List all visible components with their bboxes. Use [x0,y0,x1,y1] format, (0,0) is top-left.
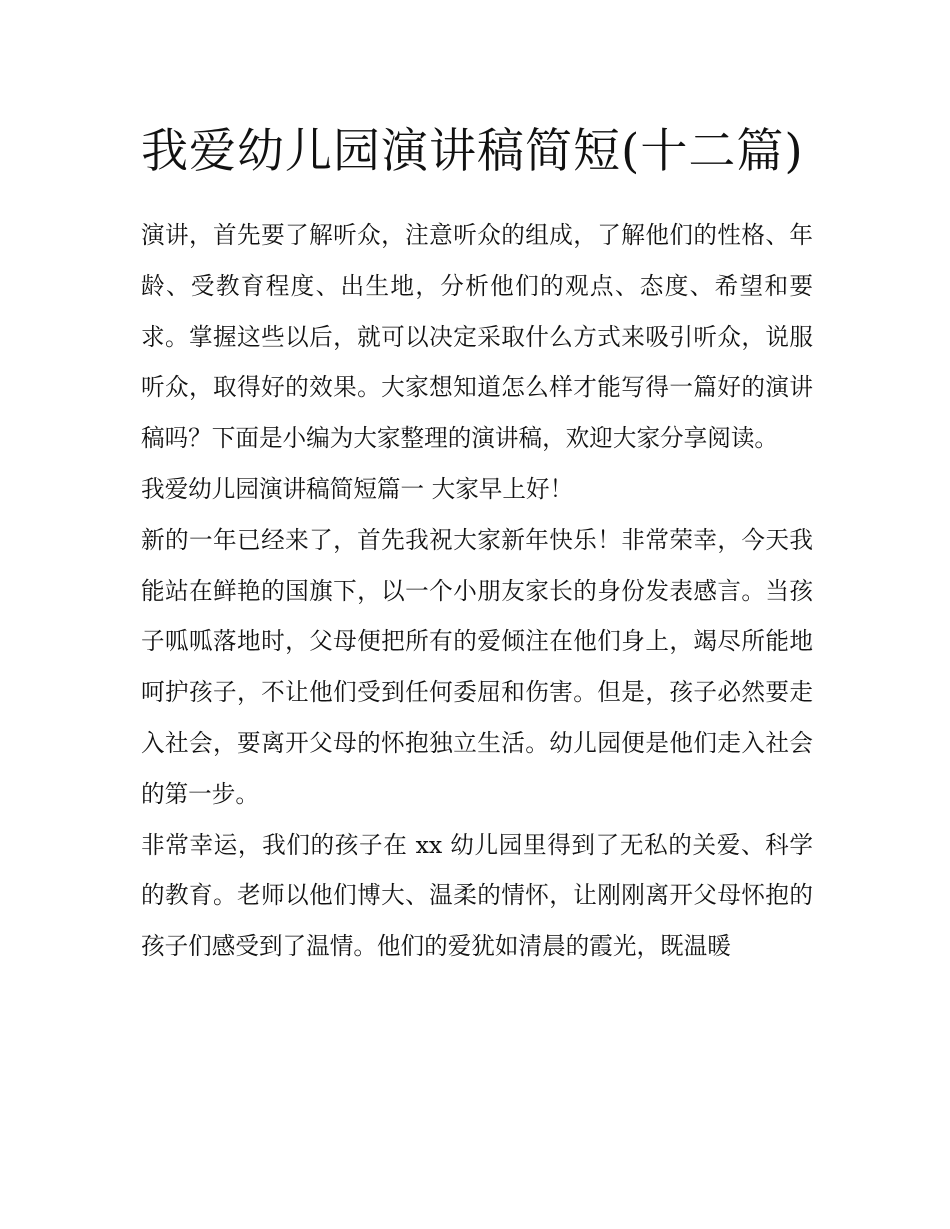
document-body [141,114,813,972]
paragraph-intro: 演讲，首先要了解听众，注意听众的组成，了解他们的性格、年龄、受教育程度、出生地，分析他们的观点、态度、希望和要求。掌握这些以后，就可以决定采取什么方式来吸引听众，说服听众，取得好的效果。大家想知道怎么样才能写得一篇好的演讲稿吗？下面是小编为大家整理的演讲稿，欢迎大家分享阅读。 [141,221,813,453]
paragraph-body-2: 非常幸运，我们的孩子在 xx 幼儿园里得到了无私的关爱、科学的教育。老师以他们博大、温柔的情怀，让刚刚离开父母怀抱的孩子们感受到了温情。他们的爱犹如清晨的霞光，既温暖 [141,830,813,961]
paragraph-body-1: 新的一年已经来了，首先我祝大家新年快乐！非常荣幸，今天我能站在鲜艳的国旗下，以一个小朋友家长的身份发表感言。当孩子呱呱落地时，父母便把所有的爱倾注在他们身上，竭尽所能地呵护孩子，不让他们受到任何委屈和伤害。但是，孩子必然要走入社会，要离开父母的怀抱独立生活。幼儿园便是他们走入社会的第一步。 [141,525,813,808]
document-title: 我爱幼儿园演讲稿简短(十二篇) [141,124,804,179]
paragraph-section-heading: 我爱幼儿园演讲稿简短篇一 大家早上好！ [141,474,574,503]
